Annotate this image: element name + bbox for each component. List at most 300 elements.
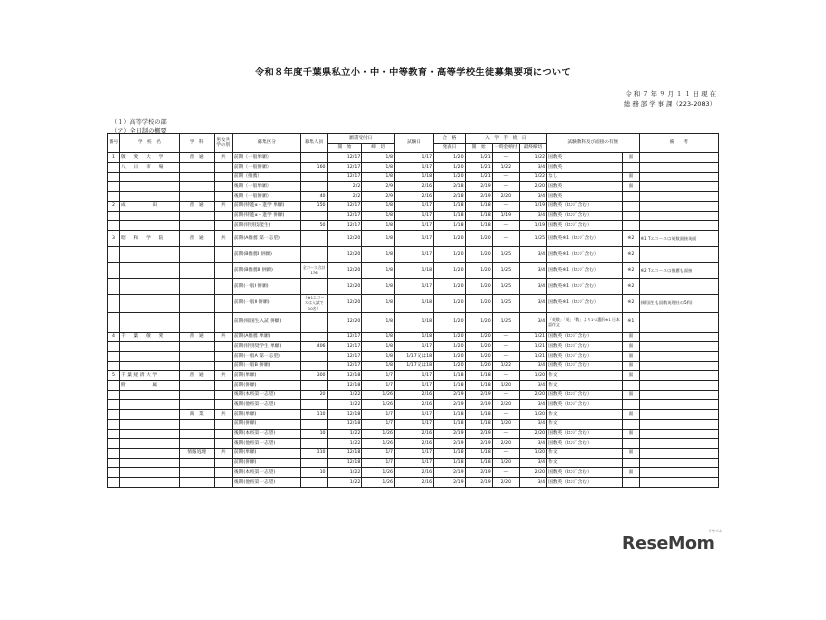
procedure-start: 1/18 [465,381,492,391]
procedure-start: 1/20 [465,294,492,312]
application-end: 1/8 [362,153,395,163]
department [179,342,214,352]
remarks [639,246,718,262]
date-block [624,89,716,109]
procedure-end: 3/4 [519,381,546,391]
procedure-start: 2/19 [465,390,492,400]
capacity: 300 [301,371,327,381]
header-procedure: 入 学 手 続 日 [465,134,547,144]
department [179,262,214,278]
application-end: 2/9 [362,192,395,202]
remarks [639,153,718,163]
procedure-partial: — [492,342,519,352]
category: 前期(特進α・進学 併願) [232,211,300,221]
department [179,312,214,332]
exam-date: 2/16 [394,182,433,192]
application-end: 1/8 [362,342,395,352]
school-name: 千葉経済大学 [119,371,179,381]
row-number [108,221,120,231]
exam-date: 2/16 [394,439,433,449]
application-end: 1/8 [362,294,395,312]
exam-date: 1/18 [394,172,433,182]
school-name [119,448,179,458]
procedure-end: 1/21 [519,342,546,352]
application-end: 1/26 [362,477,395,487]
row-number [108,419,120,429]
application-start: 12/20 [327,230,362,246]
exam-subjects: 国数英※1（Iｴﾝｼﾞ含む） [547,246,623,262]
coed-type [214,192,232,202]
procedure-partial: — [492,352,519,362]
remarks [639,163,718,173]
department-line: 総 務 部 学 事 課（223-2083） [623,100,716,108]
exam-date: 1/17又は18 [394,352,433,362]
header-proc-part: 一時金納付 [492,143,519,153]
coed-type [214,278,232,294]
procedure-start: 2/19 [465,468,492,478]
procedure-partial: 1/19 [492,211,519,221]
result-date: 1/20 [434,352,466,362]
procedure-partial: 1/25 [492,262,519,278]
procedure-partial: 1/25 [492,294,519,312]
result-date: 2/19 [434,439,466,449]
interview: ※2 [623,230,639,246]
procedure-end: 3/4 [519,419,546,429]
procedure-start: 1/18 [465,410,492,420]
application-start: 1/22 [327,439,362,449]
category: 前期(A推薦 単願) [232,332,300,342]
application-start: 12/17 [327,201,362,211]
application-end: 1/7 [362,419,395,429]
interview: 面 [623,448,639,458]
procedure-start: 1/20 [465,312,492,332]
interview: ※2 [623,262,639,278]
procedure-end: 1/25 [519,230,546,246]
coed-type [214,361,232,371]
capacity: 406 [301,342,327,352]
capacity [301,419,327,429]
procedure-partial: 2/20 [492,439,519,449]
application-end: 1/8 [362,352,395,362]
capacity [301,400,327,410]
procedure-end: 1/21 [519,332,546,342]
table-row [108,361,719,371]
result-date: 1/20 [434,294,466,312]
department [179,419,214,429]
procedure-start: 1/20 [465,332,492,342]
result-date: 1/18 [434,458,466,468]
procedure-end: 3/4 [519,361,546,371]
school-name [119,262,179,278]
procedure-start: 1/18 [465,448,492,458]
procedure-end: 2/20 [519,182,546,192]
school-name [119,361,179,371]
header-dept: 学 科 [179,134,214,153]
interview [623,201,639,211]
school-name [119,458,179,468]
application-start: 1/22 [327,429,362,439]
department [179,246,214,262]
result-date: 2/19 [434,429,466,439]
procedure-partial: — [492,371,519,381]
procedure-end: 3/4 [519,312,546,332]
row-number [108,439,120,449]
department [179,390,214,400]
application-end: 1/26 [362,429,395,439]
interview: 面 [623,153,639,163]
capacity [301,312,327,332]
application-start: 12/20 [327,294,362,312]
procedure-partial: — [492,390,519,400]
remarks [639,182,718,192]
coed-type [214,294,232,312]
table-row [108,294,719,312]
procedure-start: 1/20 [465,262,492,278]
school-name: 敬 愛 大 学 [119,153,179,163]
interview: 面 [623,410,639,420]
capacity: 40 [301,192,327,202]
remarks [639,352,718,362]
procedure-partial: — [492,468,519,478]
application-end: 1/7 [362,381,395,391]
procedure-partial: 1/20 [492,419,519,429]
coed-type: 共 [214,153,232,163]
section-heading: （１）高等学校の部 [111,119,167,126]
header-remarks: 備 考 [639,134,718,153]
coed-type: 共 [214,410,232,420]
department: 普 通 [179,201,214,211]
category: 前期(併願) [232,381,300,391]
application-start: 12/17 [327,211,362,221]
header-category: 募集区分 [232,134,300,153]
exam-date: 1/18 [394,262,433,278]
interview [623,221,639,231]
result-date: 1/18 [434,221,466,231]
application-end: 1/8 [362,278,395,294]
capacity: 10 [301,468,327,478]
procedure-partial: 1/25 [492,278,519,294]
interview: 面 [623,172,639,182]
exam-subjects: 作文 [547,448,623,458]
row-number [108,312,120,332]
procedure-partial: — [492,230,519,246]
remarks [639,468,718,478]
capacity [301,439,327,449]
department: 普 通 [179,230,214,246]
application-start: 12/18 [327,448,362,458]
coed-type [214,312,232,332]
result-date: 1/20 [434,153,466,163]
interview: 面 [623,371,639,381]
department: 商 業 [179,410,214,420]
application-start: 12/18 [327,410,362,420]
interview [623,381,639,391]
coed-type [214,458,232,468]
exam-subjects: 国数英（Iｴﾝｼﾞ含む） [547,221,623,231]
procedure-end: 2/20 [519,429,546,439]
exam-date: 1/17 [394,458,433,468]
exam-subjects: なし [547,172,623,182]
application-end: 1/8 [362,332,395,342]
category: 前期(帰国生入試 併願) [232,312,300,332]
capacity [301,172,327,182]
application-start: 12/17 [327,163,362,173]
procedure-partial: 1/22 [492,163,519,173]
interview [623,419,639,429]
application-start: 12/18 [327,371,362,381]
department [179,172,214,182]
result-date: 2/18 [434,182,466,192]
procedure-start: 1/20 [465,230,492,246]
result-date: 2/19 [434,477,466,487]
table-row [108,230,719,246]
header-result: 合 格 [434,134,466,144]
row-number [108,342,120,352]
procedure-end: 3/4 [519,477,546,487]
school-name [119,352,179,362]
result-date: 1/20 [434,342,466,352]
application-end: 1/8 [362,361,395,371]
interview: 面 [623,361,639,371]
application-end: 1/8 [362,246,395,262]
procedure-start: 1/20 [465,342,492,352]
school-name [119,172,179,182]
remarks [639,439,718,449]
exam-date: 1/17 [394,278,433,294]
result-date: 1/20 [434,262,466,278]
table-row [108,182,719,192]
table-row [108,278,719,294]
row-number [108,278,120,294]
resemom-watermark-sub: リセマム [708,529,723,533]
header-app-start: 開 始 [327,143,362,153]
application-start: 12/18 [327,419,362,429]
coed-type [214,400,232,410]
row-number: 4 [108,332,120,342]
row-number [108,182,120,192]
school-name [119,246,179,262]
procedure-start: 2/19 [465,477,492,487]
application-start: 12/17 [327,361,362,371]
procedure-partial: 1/25 [492,246,519,262]
capacity [301,361,327,371]
application-end: 1/26 [362,400,395,410]
application-end: 1/7 [362,448,395,458]
result-date: 1/20 [434,312,466,332]
header-app-end: 締 切 [362,143,395,153]
category: 後期(本校第一志望) [232,390,300,400]
application-start: 12/20 [327,262,362,278]
exam-date: 1/17又は18 [394,361,433,371]
result-date: 1/20 [434,278,466,294]
procedure-end: 3/4 [519,458,546,468]
header-proc-end: 最終締切 [519,143,546,153]
coed-type [214,262,232,278]
department [179,352,214,362]
capacity: 全コース合計 176 [301,262,327,278]
exam-date: 1/17 [394,448,433,458]
table-row [108,448,719,458]
exam-date: 1/17 [394,246,433,262]
interview: ※2 [623,294,639,312]
row-number [108,361,120,371]
procedure-partial: — [492,201,519,211]
application-start: 2/2 [327,192,362,202]
school-name [119,278,179,294]
coed-type [214,163,232,173]
exam-date: 1/17 [394,419,433,429]
category: 前期（一般併願） [232,163,300,173]
application-end: 1/8 [362,221,395,231]
exam-subjects: 作文 [547,419,623,429]
row-number [108,410,120,420]
remarks [639,371,718,381]
coed-type [214,246,232,262]
department: 情報処理 [179,448,214,458]
application-start: 1/22 [327,390,362,400]
department [179,477,214,487]
capacity: （※1エコースは入試で10名） [301,294,327,312]
result-date: 1/20 [434,163,466,173]
row-number [108,192,120,202]
remarks [639,429,718,439]
procedure-end: 2/20 [519,468,546,478]
exam-date: 1/17 [394,371,433,381]
department: 普 通 [179,371,214,381]
remarks [639,312,718,332]
row-number [108,477,120,487]
capacity [301,458,327,468]
application-start: 12/18 [327,381,362,391]
procedure-start: 1/18 [465,201,492,211]
table-body [108,153,719,487]
application-end: 2/9 [362,182,395,192]
table-row [108,246,719,262]
application-end: 1/8 [362,230,395,246]
category: 前期(特別技能生) [232,221,300,231]
capacity [301,352,327,362]
school-name [119,468,179,478]
table-row [108,468,719,478]
coed-type [214,439,232,449]
procedure-start: 1/20 [465,278,492,294]
exam-subjects: 作文 [547,458,623,468]
procedure-start: 1/18 [465,419,492,429]
application-start: 12/17 [327,332,362,342]
category: 前期(単願) [232,410,300,420]
procedure-end: 1/20 [519,371,546,381]
row-number [108,246,120,262]
table-row [108,352,719,362]
header-proc-start: 開 始 [465,143,492,153]
exam-subjects: 国数英（Iｴﾝｼﾞ含む） [547,201,623,211]
procedure-end: 1/19 [519,221,546,231]
remarks [639,400,718,410]
coed-type: 共 [214,332,232,342]
header-coed: 男女共学の別 [214,134,232,153]
procedure-partial: — [492,182,519,192]
department: 普 通 [179,153,214,163]
result-date: 2/18 [434,192,466,202]
row-number [108,163,120,173]
category: 前期(B推薦Ⅰ 併願) [232,246,300,262]
result-date: 1/20 [434,246,466,262]
exam-subjects: 国数英（Iｴﾝｼﾞ含む） [547,429,623,439]
procedure-end: 3/4 [519,278,546,294]
table-row [108,163,719,173]
procedure-end: 1/21 [519,352,546,362]
category: 前期（推薦） [232,172,300,182]
exam-date: 2/16 [394,429,433,439]
admissions-table [107,133,719,488]
table-row [108,221,719,231]
school-name [119,390,179,400]
interview [623,477,639,487]
procedure-start: 1/20 [465,246,492,262]
procedure-start: 1/18 [465,371,492,381]
resemom-watermark: ReseMom [622,534,715,554]
capacity: 50 [301,221,327,231]
page-title: 令和８年度千葉県私立小・中・中等教育・高等学校生徒募集要項について [254,67,572,78]
result-date: 1/20 [434,332,466,342]
interview: 面 [623,332,639,342]
table-row [108,439,719,449]
subsection-heading: （ア）全日制の概要 [111,128,167,135]
procedure-partial: 1/22 [492,361,519,371]
interview: 面 [623,429,639,439]
procedure-start: 2/19 [465,192,492,202]
department [179,429,214,439]
application-start: 12/17 [327,153,362,163]
table-row [108,429,719,439]
procedure-start: 1/20 [465,361,492,371]
department [179,381,214,391]
table-row [108,201,719,211]
exam-date: 1/17 [394,201,433,211]
remarks [639,477,718,487]
capacity [301,477,327,487]
department [179,192,214,202]
school-name [119,410,179,420]
coed-type [214,390,232,400]
remarks [639,361,718,371]
category: 前期（一般単願） [232,153,300,163]
department: 普 通 [179,332,214,342]
row-number [108,381,120,391]
school-name: 昭 和 学 院 [119,230,179,246]
result-date: 1/18 [434,381,466,391]
row-number [108,400,120,410]
procedure-partial: — [492,172,519,182]
category: 前期(特進α・進学 単願) [232,201,300,211]
exam-subjects: 国数英（Iｴﾝｼﾞ含む） [547,211,623,221]
exam-subjects: 国数英※1（Iｴﾝｼﾞ含む） [547,278,623,294]
remarks [639,342,718,352]
header-school: 学 校 名 [119,134,179,153]
row-number: 3 [108,230,120,246]
date-line: 令 和 ７ 年 ９ 月 １ １ 日 現 在 [625,90,716,98]
result-date: 1/18 [434,419,466,429]
application-end: 1/8 [362,312,395,332]
department [179,361,214,371]
capacity: 150 [301,201,327,211]
exam-subjects: 国数英（Iｴﾝｼﾞ含む） [547,400,623,410]
school-name [119,192,179,202]
row-number [108,448,120,458]
result-date: 1/18 [434,201,466,211]
category: 前期(併願) [232,419,300,429]
interview: 面 [623,342,639,352]
